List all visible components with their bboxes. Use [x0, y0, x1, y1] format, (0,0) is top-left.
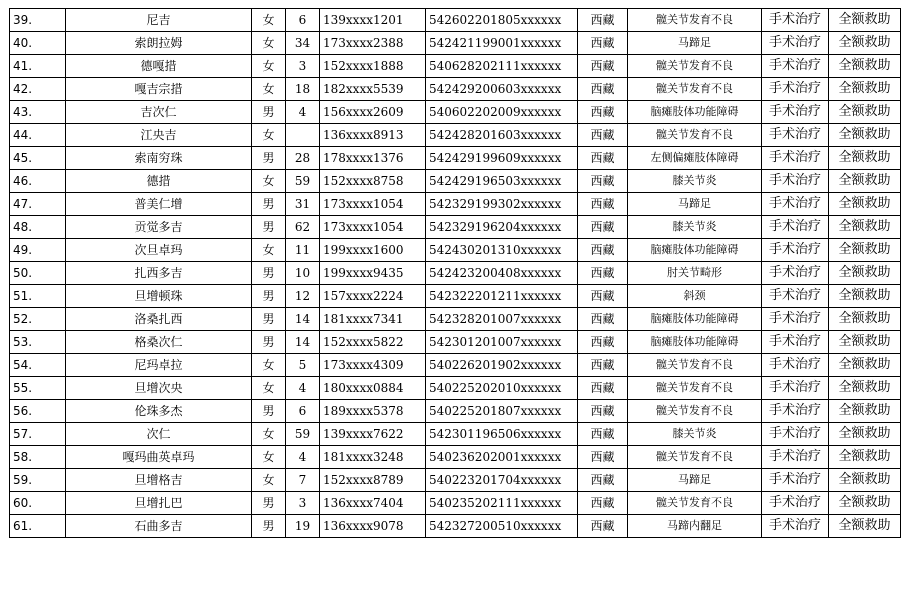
- patient-id-number: 540226201902xxxxxx: [426, 354, 578, 377]
- row-number: 42.: [10, 78, 66, 101]
- patient-phone: 152xxxx5822: [320, 331, 426, 354]
- row-number: 40.: [10, 32, 66, 55]
- row-number: 47.: [10, 193, 66, 216]
- patient-diagnosis: 髋关节发育不良: [628, 55, 762, 78]
- patient-phone: 139xxxx1201: [320, 9, 426, 32]
- table-row: [10, 262, 901, 285]
- patient-gender: 女: [252, 32, 286, 55]
- table-row: [10, 101, 901, 124]
- aid-type: 全额救助: [829, 377, 901, 400]
- table-row: [10, 423, 901, 446]
- treatment-type: 手术治疗: [762, 515, 829, 538]
- patient-name: 伦珠多杰: [66, 400, 252, 423]
- table-row: [10, 446, 901, 469]
- patient-age: 7: [286, 469, 320, 492]
- aid-type: 全额救助: [829, 55, 901, 78]
- row-number: 49.: [10, 239, 66, 262]
- treatment-type: 手术治疗: [762, 239, 829, 262]
- aid-type: 全额救助: [829, 78, 901, 101]
- patient-id-number: 542328201007xxxxxx: [426, 308, 578, 331]
- patient-diagnosis: 髋关节发育不良: [628, 492, 762, 515]
- aid-type: 全额救助: [829, 9, 901, 32]
- row-number: 61.: [10, 515, 66, 538]
- aid-type: 全额救助: [829, 124, 901, 147]
- patient-phone: 180xxxx0884: [320, 377, 426, 400]
- row-number: 53.: [10, 331, 66, 354]
- patient-region: 西藏: [578, 446, 628, 469]
- patient-diagnosis: 髋关节发育不良: [628, 400, 762, 423]
- patient-diagnosis: 脑瘫肢体功能障碍: [628, 239, 762, 262]
- patient-age: 3: [286, 492, 320, 515]
- patient-name: 德嘎措: [66, 55, 252, 78]
- row-number: 39.: [10, 9, 66, 32]
- patient-age: 11: [286, 239, 320, 262]
- patient-diagnosis: 脑瘫肢体功能障碍: [628, 101, 762, 124]
- treatment-type: 手术治疗: [762, 446, 829, 469]
- patient-name: 德措: [66, 170, 252, 193]
- table-row: [10, 78, 901, 101]
- row-number: 45.: [10, 147, 66, 170]
- patient-id-number: 542421199001xxxxxx: [426, 32, 578, 55]
- patient-name: 扎西多吉: [66, 262, 252, 285]
- table-body: [10, 9, 901, 538]
- row-number: 52.: [10, 308, 66, 331]
- treatment-type: 手术治疗: [762, 377, 829, 400]
- table-row: [10, 124, 901, 147]
- patient-id-number: 542329196204xxxxxx: [426, 216, 578, 239]
- patient-phone: 182xxxx5539: [320, 78, 426, 101]
- patient-region: 西藏: [578, 285, 628, 308]
- patient-gender: 女: [252, 170, 286, 193]
- patient-age: 6: [286, 400, 320, 423]
- patient-phone: 199xxxx9435: [320, 262, 426, 285]
- patient-id-number: 542429200603xxxxxx: [426, 78, 578, 101]
- treatment-type: 手术治疗: [762, 423, 829, 446]
- patient-region: 西藏: [578, 400, 628, 423]
- patient-gender: 男: [252, 492, 286, 515]
- patient-region: 西藏: [578, 469, 628, 492]
- patient-gender: 女: [252, 78, 286, 101]
- patient-region: 西藏: [578, 78, 628, 101]
- patient-id-number: 540602202009xxxxxx: [426, 101, 578, 124]
- patient-diagnosis: 髋关节发育不良: [628, 9, 762, 32]
- patient-phone: 139xxxx7622: [320, 423, 426, 446]
- row-number: 59.: [10, 469, 66, 492]
- patient-gender: 男: [252, 262, 286, 285]
- treatment-type: 手术治疗: [762, 262, 829, 285]
- patient-phone: 189xxxx5378: [320, 400, 426, 423]
- table-row: [10, 331, 901, 354]
- row-number: 51.: [10, 285, 66, 308]
- patient-gender: 男: [252, 515, 286, 538]
- patient-age: 12: [286, 285, 320, 308]
- row-number: 43.: [10, 101, 66, 124]
- row-number: 46.: [10, 170, 66, 193]
- aid-type: 全额救助: [829, 446, 901, 469]
- patient-name: 嘎玛曲英卓玛: [66, 446, 252, 469]
- patient-id-number: 542423200408xxxxxx: [426, 262, 578, 285]
- row-number: 57.: [10, 423, 66, 446]
- patient-region: 西藏: [578, 193, 628, 216]
- patient-region: 西藏: [578, 32, 628, 55]
- patient-age: 14: [286, 331, 320, 354]
- table-row: [10, 32, 901, 55]
- patient-gender: 女: [252, 423, 286, 446]
- patient-phone: 152xxxx1888: [320, 55, 426, 78]
- patient-diagnosis: 马蹄足: [628, 469, 762, 492]
- treatment-type: 手术治疗: [762, 193, 829, 216]
- aid-type: 全额救助: [829, 262, 901, 285]
- patient-age: 3: [286, 55, 320, 78]
- aid-type: 全额救助: [829, 170, 901, 193]
- patient-region: 西藏: [578, 170, 628, 193]
- patient-gender: 女: [252, 239, 286, 262]
- table-row: [10, 170, 901, 193]
- patient-age: 18: [286, 78, 320, 101]
- row-number: 58.: [10, 446, 66, 469]
- table-row: [10, 377, 901, 400]
- patient-name: 旦增格吉: [66, 469, 252, 492]
- treatment-type: 手术治疗: [762, 170, 829, 193]
- patient-phone: 136xxxx7404: [320, 492, 426, 515]
- patient-name: 江央吉: [66, 124, 252, 147]
- row-number: 41.: [10, 55, 66, 78]
- patient-name: 旦增顿珠: [66, 285, 252, 308]
- patient-diagnosis: 膝关节炎: [628, 423, 762, 446]
- patient-gender: 男: [252, 331, 286, 354]
- row-number: 55.: [10, 377, 66, 400]
- aid-type: 全额救助: [829, 32, 901, 55]
- treatment-type: 手术治疗: [762, 469, 829, 492]
- treatment-type: 手术治疗: [762, 331, 829, 354]
- patient-name: 格桑次仁: [66, 331, 252, 354]
- patient-diagnosis: 髋关节发育不良: [628, 446, 762, 469]
- table-row: [10, 400, 901, 423]
- treatment-type: 手术治疗: [762, 101, 829, 124]
- treatment-type: 手术治疗: [762, 400, 829, 423]
- patient-diagnosis: 髋关节发育不良: [628, 377, 762, 400]
- patient-gender: 男: [252, 101, 286, 124]
- treatment-type: 手术治疗: [762, 147, 829, 170]
- patient-age: 19: [286, 515, 320, 538]
- aid-type: 全额救助: [829, 285, 901, 308]
- patient-region: 西藏: [578, 423, 628, 446]
- treatment-type: 手术治疗: [762, 216, 829, 239]
- patient-gender: 女: [252, 124, 286, 147]
- patient-name: 贡觉多吉: [66, 216, 252, 239]
- patient-gender: 男: [252, 193, 286, 216]
- patient-id-number: 542327200510xxxxxx: [426, 515, 578, 538]
- patient-age: 28: [286, 147, 320, 170]
- patient-id-number: 542429196503xxxxxx: [426, 170, 578, 193]
- row-number: 54.: [10, 354, 66, 377]
- patient-diagnosis: 马蹄足: [628, 193, 762, 216]
- patient-diagnosis: 马蹄足: [628, 32, 762, 55]
- patient-name: 旦增扎巴: [66, 492, 252, 515]
- patient-age: [286, 124, 320, 147]
- aid-type: 全额救助: [829, 101, 901, 124]
- patient-gender: 女: [252, 9, 286, 32]
- patient-id-number: 540628202111xxxxxx: [426, 55, 578, 78]
- aid-type: 全额救助: [829, 400, 901, 423]
- aid-type: 全额救助: [829, 492, 901, 515]
- patient-age: 14: [286, 308, 320, 331]
- table-row: [10, 354, 901, 377]
- patient-name: 石曲多吉: [66, 515, 252, 538]
- patient-age: 10: [286, 262, 320, 285]
- patient-phone: 199xxxx1600: [320, 239, 426, 262]
- aid-type: 全额救助: [829, 469, 901, 492]
- patient-region: 西藏: [578, 515, 628, 538]
- patient-gender: 女: [252, 377, 286, 400]
- patient-phone: 136xxxx9078: [320, 515, 426, 538]
- patient-id-number: 540225202010xxxxxx: [426, 377, 578, 400]
- table-row: [10, 193, 901, 216]
- patient-name: 索南穷珠: [66, 147, 252, 170]
- patient-age: 59: [286, 170, 320, 193]
- table-row: [10, 308, 901, 331]
- patient-name: 旦增次央: [66, 377, 252, 400]
- patient-name: 尼玛卓拉: [66, 354, 252, 377]
- patient-gender: 男: [252, 285, 286, 308]
- patient-phone: 156xxxx2609: [320, 101, 426, 124]
- row-number: 44.: [10, 124, 66, 147]
- aid-type: 全额救助: [829, 331, 901, 354]
- patient-age: 4: [286, 446, 320, 469]
- patient-region: 西藏: [578, 492, 628, 515]
- patient-id-number: 540223201704xxxxxx: [426, 469, 578, 492]
- patient-region: 西藏: [578, 377, 628, 400]
- patient-phone: 173xxxx1054: [320, 193, 426, 216]
- table-row: [10, 239, 901, 262]
- patient-id-number: 540235202111xxxxxx: [426, 492, 578, 515]
- patient-name: 尼吉: [66, 9, 252, 32]
- row-number: 48.: [10, 216, 66, 239]
- treatment-type: 手术治疗: [762, 9, 829, 32]
- patient-age: 59: [286, 423, 320, 446]
- table-row: [10, 492, 901, 515]
- patient-age: 6: [286, 9, 320, 32]
- row-number: 50.: [10, 262, 66, 285]
- aid-type: 全额救助: [829, 216, 901, 239]
- patient-id-number: 540225201807xxxxxx: [426, 400, 578, 423]
- patient-gender: 女: [252, 354, 286, 377]
- table-row: [10, 9, 901, 32]
- patient-region: 西藏: [578, 239, 628, 262]
- patient-phone: 181xxxx3248: [320, 446, 426, 469]
- patient-name: 洛桑扎西: [66, 308, 252, 331]
- table-row: [10, 469, 901, 492]
- patient-phone: 173xxxx2388: [320, 32, 426, 55]
- patient-id-number: 542430201310xxxxxx: [426, 239, 578, 262]
- treatment-type: 手术治疗: [762, 354, 829, 377]
- patient-gender: 男: [252, 216, 286, 239]
- patient-gender: 男: [252, 400, 286, 423]
- patient-name: 普美仁增: [66, 193, 252, 216]
- patient-region: 西藏: [578, 9, 628, 32]
- patient-gender: 男: [252, 147, 286, 170]
- patient-phone: 178xxxx1376: [320, 147, 426, 170]
- aid-type: 全额救助: [829, 147, 901, 170]
- patient-region: 西藏: [578, 308, 628, 331]
- patient-region: 西藏: [578, 55, 628, 78]
- patient-region: 西藏: [578, 354, 628, 377]
- patient-name: 嘎吉宗措: [66, 78, 252, 101]
- patient-id-number: 542301201007xxxxxx: [426, 331, 578, 354]
- patient-diagnosis: 膝关节炎: [628, 216, 762, 239]
- patient-diagnosis: 马蹄内翻足: [628, 515, 762, 538]
- patient-name: 索朗拉姆: [66, 32, 252, 55]
- table-row: [10, 55, 901, 78]
- patient-age: 62: [286, 216, 320, 239]
- row-number: 56.: [10, 400, 66, 423]
- patient-id-number: 542329199302xxxxxx: [426, 193, 578, 216]
- patient-id-number: 542322201211xxxxxx: [426, 285, 578, 308]
- patient-region: 西藏: [578, 101, 628, 124]
- patient-phone: 173xxxx4309: [320, 354, 426, 377]
- patient-id-number: 542428201603xxxxxx: [426, 124, 578, 147]
- patient-name: 次旦卓玛: [66, 239, 252, 262]
- patient-name: 次仁: [66, 423, 252, 446]
- aid-type: 全额救助: [829, 423, 901, 446]
- patient-table: [9, 8, 901, 538]
- patient-diagnosis: 斜颈: [628, 285, 762, 308]
- patient-id-number: 542602201805xxxxxx: [426, 9, 578, 32]
- treatment-type: 手术治疗: [762, 308, 829, 331]
- aid-type: 全额救助: [829, 239, 901, 262]
- patient-diagnosis: 左侧偏瘫肢体障碍: [628, 147, 762, 170]
- patient-diagnosis: 膝关节炎: [628, 170, 762, 193]
- table-row: [10, 216, 901, 239]
- patient-region: 西藏: [578, 147, 628, 170]
- patient-age: 34: [286, 32, 320, 55]
- patient-diagnosis: 肘关节畸形: [628, 262, 762, 285]
- patient-region: 西藏: [578, 124, 628, 147]
- aid-type: 全额救助: [829, 354, 901, 377]
- table-row: [10, 515, 901, 538]
- patient-diagnosis: 髋关节发育不良: [628, 78, 762, 101]
- patient-id-number: 540236202001xxxxxx: [426, 446, 578, 469]
- patient-phone: 173xxxx1054: [320, 216, 426, 239]
- patient-phone: 152xxxx8789: [320, 469, 426, 492]
- patient-region: 西藏: [578, 262, 628, 285]
- patient-gender: 女: [252, 446, 286, 469]
- patient-phone: 152xxxx8758: [320, 170, 426, 193]
- patient-gender: 女: [252, 55, 286, 78]
- patient-region: 西藏: [578, 331, 628, 354]
- table-row: [10, 147, 901, 170]
- patient-diagnosis: 髋关节发育不良: [628, 124, 762, 147]
- patient-gender: 女: [252, 469, 286, 492]
- aid-type: 全额救助: [829, 308, 901, 331]
- patient-age: 5: [286, 354, 320, 377]
- treatment-type: 手术治疗: [762, 55, 829, 78]
- patient-age: 4: [286, 101, 320, 124]
- patient-phone: 157xxxx2224: [320, 285, 426, 308]
- treatment-type: 手术治疗: [762, 78, 829, 101]
- aid-type: 全额救助: [829, 515, 901, 538]
- patient-region: 西藏: [578, 216, 628, 239]
- patient-diagnosis: 髋关节发育不良: [628, 354, 762, 377]
- patient-diagnosis: 脑瘫肢体功能障碍: [628, 331, 762, 354]
- row-number: 60.: [10, 492, 66, 515]
- patient-id-number: 542301196506xxxxxx: [426, 423, 578, 446]
- patient-age: 31: [286, 193, 320, 216]
- patient-name: 吉次仁: [66, 101, 252, 124]
- patient-phone: 181xxxx7341: [320, 308, 426, 331]
- patient-id-number: 542429199609xxxxxx: [426, 147, 578, 170]
- patient-gender: 男: [252, 308, 286, 331]
- treatment-type: 手术治疗: [762, 285, 829, 308]
- treatment-type: 手术治疗: [762, 32, 829, 55]
- treatment-type: 手术治疗: [762, 124, 829, 147]
- patient-phone: 136xxxx8913: [320, 124, 426, 147]
- aid-type: 全额救助: [829, 193, 901, 216]
- patient-age: 4: [286, 377, 320, 400]
- treatment-type: 手术治疗: [762, 492, 829, 515]
- table-row: [10, 285, 901, 308]
- patient-diagnosis: 脑瘫肢体功能障碍: [628, 308, 762, 331]
